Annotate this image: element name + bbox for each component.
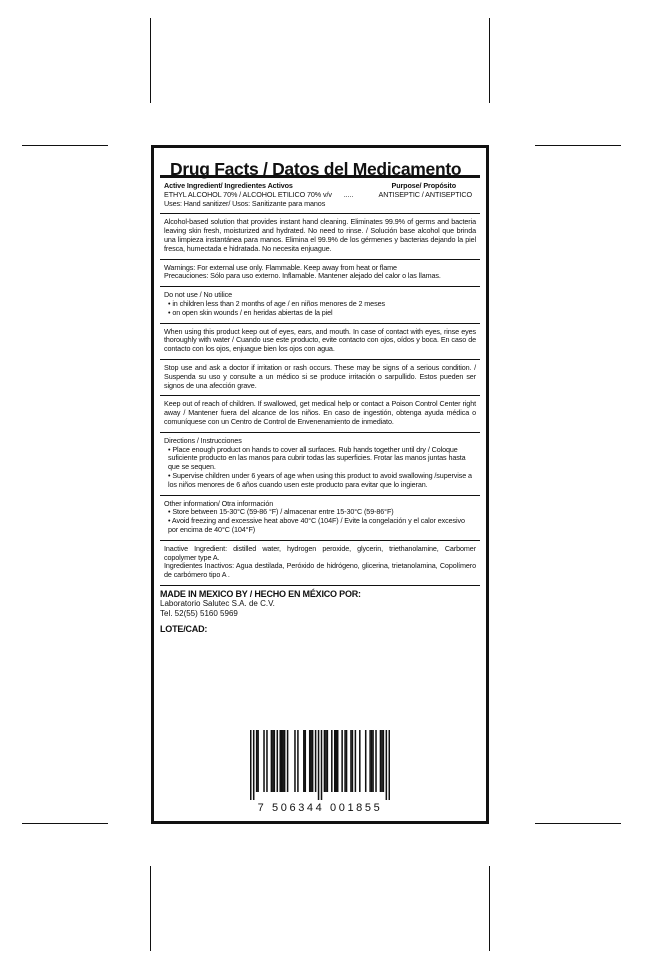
crop-mark-top-left: [150, 18, 151, 103]
barcode-bar: [381, 730, 383, 792]
crop-mark-left-upper: [22, 145, 108, 146]
barcode-bar: [305, 730, 307, 792]
inactive-ingredients-en: Inactive Ingredient: distilled water, hydrogen peroxide, glycerin, triethanolamine, Carbomer copolymer type A.: [164, 543, 476, 562]
purpose-heading: Purpose/ Propósito: [391, 181, 456, 190]
barcode-bar: [335, 730, 337, 792]
purpose-value: ANTISEPTIC / ANTISEPTICO: [378, 189, 472, 199]
crop-mark-right-lower: [535, 823, 621, 824]
barcode-bar: [310, 730, 312, 792]
leader-dots: .....: [343, 189, 354, 199]
barcode-bar: [380, 730, 382, 792]
crop-mark-top-right: [489, 18, 490, 103]
directions-section: [160, 433, 480, 496]
barcode-bar: [365, 730, 367, 792]
active-ingredient-heading: Active Ingredient/ Ingredientes Activos: [164, 181, 293, 190]
barcode-bar: [257, 730, 259, 792]
other-information-item: • Avoid freezing and excessive heat above 40°C (104F) / Evite la congelación y el calor excesivo por encima de 40°C (104°F): [168, 516, 465, 534]
directions-item: • Place enough product on hands to cover all surfaces. Rub hands together until dry / Coloque suficiente producto en las manos para cubrir todas las superficies. Frotar las manos juntas hasta que se sequen.: [168, 444, 466, 472]
keep-out-of-reach-section: Keep out of reach of children. If swallowed, get medical help or contact a Poison Control Center right away / Mantener fuera del alcance de los niños. En caso de ingestión, obtenga ayuda médica o comuníquese con un Centro de Control de Envenenamiento de inmediato.: [160, 396, 480, 432]
other-information-item: • Store between 15-30°C (59-86 °F) / almacenar entre 15-30°C (59-86°F): [168, 507, 394, 517]
barcode-bar: [334, 730, 336, 792]
barcode-bar: [355, 730, 357, 792]
inactive-ingredients-es: Ingredientes Inactivos: Agua destilada, Peróxido de hidrógeno, glicerina, trietanolamina, Copolímero de carbómero tipo A .: [164, 561, 476, 580]
barcode-bar: [341, 730, 343, 792]
manufacturer-block: [160, 586, 480, 635]
barcode-bar: [281, 730, 283, 792]
barcode-bar: [325, 730, 327, 792]
barcode-bar: [274, 730, 276, 792]
barcode: [250, 730, 390, 816]
barcode-guard-bar: [318, 730, 320, 800]
barcode-bar: [263, 730, 265, 792]
stop-use-section: Stop use and ask a doctor if irritation or rash occurs. These may be signs of a serious condition. / Suspenda su uso y consulte a un médico si se produce irritación o sarpullido. Estos pueden ser signos de una afección grave.: [160, 360, 480, 396]
uses-text: Uses: Hand sanitizer/ Usos: Sanitizante para manos: [164, 198, 326, 208]
barcode-bar: [352, 730, 354, 792]
barcode-bar: [350, 730, 352, 792]
barcode-guard-bar: [389, 730, 390, 800]
barcode-bar: [324, 730, 326, 792]
barcode-bar: [372, 730, 374, 792]
barcode-bar: [297, 730, 299, 792]
barcode-bar: [369, 730, 371, 792]
barcode-guard-bar: [253, 730, 255, 800]
drug-facts-title: Drug Facts / Datos del Medicamento: [160, 148, 480, 178]
manufacturer-heading: MADE IN MEXICO BY / HECHO EN MÉXICO POR:: [160, 588, 361, 599]
lot-expiry-label: LOTE/CAD:: [160, 624, 208, 635]
other-information-heading: Other information/ Otra información: [164, 498, 274, 508]
barcode-guard-bar: [250, 730, 252, 800]
barcode-bar: [359, 730, 361, 792]
barcode-bar: [294, 730, 296, 792]
when-using-section: When using this product keep out of eyes, ears, and mouth. In case of contact with eyes, rinse eyes thoroughly with water / Cuando use este producto, evite contacto con ojos, oídos y boca. En caso de contacto con los ojos, enjuague bien los ojos con agua.: [160, 324, 480, 360]
barcode-bar: [256, 730, 258, 792]
barcode-bar: [371, 730, 373, 792]
do-not-use-item: • in children less than 2 months of age / en niños menores de 2 meses: [168, 298, 385, 308]
crop-mark-bottom-left: [150, 866, 151, 951]
warnings-es: Precauciones: Sólo para uso externo. Inflamable. Mantener alejado del calor o las llamas.: [164, 271, 441, 281]
barcode-bar: [383, 730, 385, 792]
barcode-bar: [315, 730, 317, 792]
barcode-bar: [277, 730, 279, 792]
barcode-bar: [327, 730, 329, 792]
manufacturer-phone: Tel. 52(55) 5160 5969: [160, 608, 238, 618]
do-not-use-section: [160, 287, 480, 323]
barcode-bar: [272, 730, 274, 792]
barcode-guard-bar: [321, 730, 323, 800]
directions-item: • Supervise children under 6 years of age when using this product to avoid swallowing /supervise a los niños menores de 6 años cuando usen este producto para evitar que lo ingieran.: [168, 470, 472, 489]
barcode-bars: [250, 730, 390, 800]
do-not-use-heading: Do not use / No utilice: [164, 290, 233, 300]
barcode-bar: [375, 730, 377, 792]
barcode-bar: [284, 730, 286, 792]
warnings-section: [160, 260, 480, 288]
barcode-bar: [303, 730, 305, 792]
crop-mark-bottom-right: [489, 866, 490, 951]
directions-heading: Directions / Instrucciones: [164, 435, 242, 445]
barcode-bar: [309, 730, 311, 792]
barcode-bar: [337, 730, 339, 792]
barcode-bar: [312, 730, 314, 792]
barcode-bar: [266, 730, 268, 792]
barcode-bar: [344, 730, 346, 792]
crop-mark-left-lower: [22, 823, 108, 824]
barcode-guard-bar: [386, 730, 388, 800]
barcode-bar: [287, 730, 289, 792]
active-ingredient-section: [160, 178, 480, 214]
barcode-bar: [282, 730, 284, 792]
description-section: Alcohol-based solution that provides instant hand cleaning. Eliminates 99.9% of germs and bacteria leaving skin fresh, moisturized and hydrated. No need to rinse. / Solución base alcohol que brinda una limpieza instantánea para manos. Elimina el 99.9% de los gérmenes y bacterias dejando la piel fresca, humectada e hidratada. No necesita enjuague.: [160, 214, 480, 259]
other-information-section: [160, 496, 480, 541]
active-ingredient-value: ETHYL ALCOHOL 70% / ALCOHOL ETILICO 70% v/v: [164, 189, 332, 199]
barcode-bar: [346, 730, 348, 792]
barcode-number: 7 506344 001855: [257, 802, 383, 814]
barcode-bar: [331, 730, 333, 792]
barcode-bar: [279, 730, 281, 792]
warnings-en: Warnings: For external use only. Flammable. Keep away from heat or flame: [164, 262, 397, 272]
barcode-bar: [271, 730, 273, 792]
crop-mark-right-upper: [535, 145, 621, 146]
inactive-ingredients-section: [160, 541, 480, 586]
do-not-use-item: • on open skin wounds / en heridas abiertas de la piel: [168, 307, 333, 317]
drug-facts-panel: [151, 145, 489, 824]
manufacturer-name: Laboratorio Salutec S.A. de C.V.: [160, 599, 275, 609]
